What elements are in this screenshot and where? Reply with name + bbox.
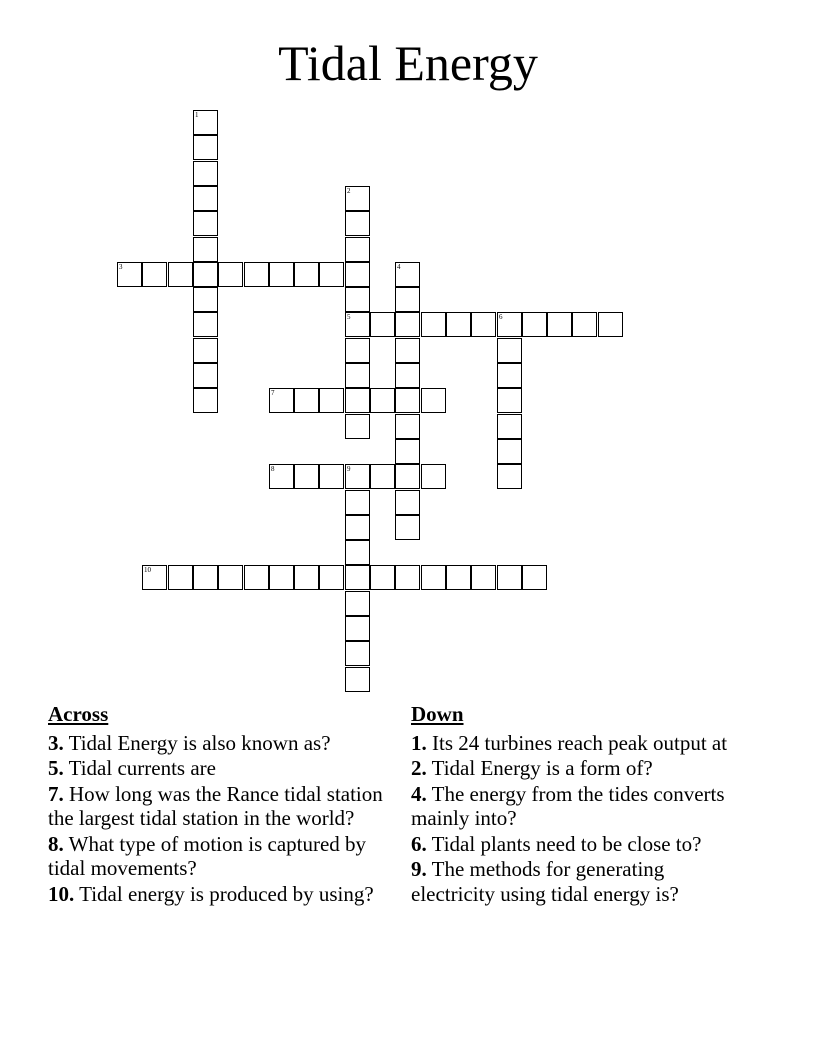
across-clue-8 (48, 832, 398, 881)
grid-cell[interactable] (395, 565, 420, 590)
grid-cell[interactable] (395, 262, 420, 287)
grid-cell[interactable] (370, 312, 395, 337)
grid-cell[interactable] (319, 262, 344, 287)
grid-cell[interactable] (345, 490, 370, 515)
grid-cell[interactable] (193, 363, 218, 388)
grid-cell[interactable] (294, 388, 319, 413)
clue-number: 4. (411, 781, 427, 806)
grid-cell[interactable] (370, 565, 395, 590)
grid-cell[interactable] (522, 565, 547, 590)
grid-cell[interactable] (497, 312, 522, 337)
grid-cell[interactable] (294, 262, 319, 287)
grid-cell[interactable] (244, 565, 269, 590)
grid-cell[interactable] (345, 591, 370, 616)
clue-number: 8. (48, 831, 64, 856)
clue-text: Tidal Energy is a form of? (431, 756, 653, 780)
down-clues (411, 702, 731, 907)
grid-cell[interactable] (193, 161, 218, 186)
grid-cell[interactable] (395, 388, 420, 413)
grid-cell[interactable] (193, 237, 218, 262)
grid-cell[interactable] (345, 565, 370, 590)
grid-cell[interactable] (345, 616, 370, 641)
down-clue-6 (411, 832, 731, 857)
down-heading: Down (411, 702, 464, 726)
grid-cell[interactable] (168, 262, 193, 287)
grid-cell[interactable] (142, 565, 167, 590)
cell-number: 2 (347, 187, 351, 195)
cell-number: 1 (195, 111, 199, 119)
clue-text: Its 24 turbines reach peak output at (432, 730, 728, 755)
grid-cell[interactable] (345, 211, 370, 236)
grid-cell[interactable] (471, 312, 496, 337)
grid-cell[interactable] (193, 338, 218, 363)
grid-cell[interactable] (193, 565, 218, 590)
grid-cell[interactable] (421, 312, 446, 337)
grid-cell[interactable] (497, 414, 522, 439)
grid-cell[interactable] (319, 388, 344, 413)
grid-cell[interactable] (395, 363, 420, 388)
grid-cell[interactable] (421, 464, 446, 489)
grid-cell[interactable] (395, 414, 420, 439)
grid-cell[interactable] (395, 287, 420, 312)
grid-cell[interactable] (370, 464, 395, 489)
grid-cell[interactable] (395, 515, 420, 540)
cell-number: 7 (271, 389, 275, 397)
grid-cell[interactable] (345, 363, 370, 388)
clue-text: Tidal Energy is also known as? (68, 730, 331, 755)
grid-cell[interactable] (497, 338, 522, 363)
grid-cell[interactable] (117, 262, 142, 287)
grid-cell[interactable] (294, 464, 319, 489)
grid-cell[interactable] (370, 388, 395, 413)
grid-cell[interactable] (269, 388, 294, 413)
grid-cell[interactable] (345, 262, 370, 287)
grid-cell[interactable] (345, 312, 370, 337)
cell-number: 4 (397, 263, 401, 271)
grid-cell[interactable] (345, 464, 370, 489)
grid-cell[interactable] (345, 667, 370, 692)
page-title: Tidal Energy (278, 35, 538, 91)
down-clue-1 (411, 731, 731, 756)
cell-number: 8 (271, 465, 275, 473)
grid-cell[interactable] (497, 464, 522, 489)
grid-cell[interactable] (421, 565, 446, 590)
cell-number: 6 (499, 313, 503, 321)
grid-cell[interactable] (218, 262, 243, 287)
grid-cell[interactable] (497, 565, 522, 590)
grid-cell[interactable] (193, 135, 218, 160)
grid-cell[interactable] (319, 464, 344, 489)
down-clue-4 (411, 782, 731, 831)
clue-number: 1. (411, 730, 427, 755)
clue-text: Tidal currents are (68, 756, 216, 780)
grid-cell[interactable] (395, 439, 420, 464)
across-clue-10 (48, 882, 398, 907)
grid-cell[interactable] (345, 414, 370, 439)
grid-cell[interactable] (193, 110, 218, 135)
clue-text: Tidal energy is produced by using? (79, 881, 374, 906)
grid-cell[interactable] (395, 490, 420, 515)
grid-cell[interactable] (269, 464, 294, 489)
grid-cell[interactable] (193, 287, 218, 312)
grid-cell[interactable] (497, 388, 522, 413)
grid-cell[interactable] (345, 388, 370, 413)
grid-cell[interactable] (446, 565, 471, 590)
across-clues (48, 702, 398, 907)
grid-cell[interactable] (598, 312, 623, 337)
grid-cell[interactable] (193, 186, 218, 211)
grid-cell[interactable] (572, 312, 597, 337)
grid-cell[interactable] (345, 338, 370, 363)
grid-cell[interactable] (446, 312, 471, 337)
cell-number: 9 (347, 465, 351, 473)
grid-cell[interactable] (345, 641, 370, 666)
grid-cell[interactable] (497, 439, 522, 464)
grid-cell[interactable] (345, 540, 370, 565)
grid-cell[interactable] (269, 262, 294, 287)
clue-number: 9. (411, 857, 427, 881)
grid-cell[interactable] (193, 388, 218, 413)
grid-cell[interactable] (193, 312, 218, 337)
grid-cell[interactable] (244, 262, 269, 287)
grid-cell[interactable] (294, 565, 319, 590)
grid-cell[interactable] (547, 312, 572, 337)
down-clue-9 (411, 857, 731, 906)
grid-cell[interactable] (395, 338, 420, 363)
clue-text: What type of motion is captured by tidal movements? (48, 831, 367, 880)
clue-text: How long was the Rance tidal station the largest tidal station in the world? (48, 781, 383, 830)
across-clue-3 (48, 731, 398, 756)
grid-cell[interactable] (497, 363, 522, 388)
across-clue-7 (48, 782, 398, 831)
grid-cell[interactable] (471, 565, 496, 590)
grid-cell[interactable] (395, 312, 420, 337)
clue-text: The energy from the tides converts mainly into? (411, 781, 725, 830)
grid-cell[interactable] (395, 464, 420, 489)
grid-cell[interactable] (421, 388, 446, 413)
grid-cell[interactable] (193, 211, 218, 236)
grid-cell[interactable] (345, 515, 370, 540)
cell-number: 10 (144, 566, 151, 574)
grid-cell[interactable] (345, 237, 370, 262)
clue-number: 5. (48, 756, 64, 780)
clue-number: 6. (411, 831, 427, 856)
grid-cell[interactable] (345, 186, 370, 211)
down-clue-2 (411, 756, 731, 781)
clue-number: 3. (48, 730, 64, 755)
grid-cell[interactable] (522, 312, 547, 337)
across-heading: Across (48, 702, 109, 726)
clue-number: 7. (48, 781, 64, 806)
cell-number: 5 (347, 313, 351, 321)
clue-text: The methods for generating electricity using tidal energy is? (411, 857, 679, 906)
clue-text: Tidal plants need to be close to? (431, 831, 702, 856)
clue-number: 10. (48, 881, 75, 906)
grid-cell[interactable] (142, 262, 167, 287)
grid-cell[interactable] (319, 565, 344, 590)
cell-number: 3 (119, 263, 123, 271)
grid-cell[interactable] (193, 262, 218, 287)
across-clue-5 (48, 756, 398, 781)
grid-cell[interactable] (168, 565, 193, 590)
grid-cell[interactable] (269, 565, 294, 590)
grid-cell[interactable] (218, 565, 243, 590)
clue-number: 2. (411, 756, 427, 780)
grid-cell[interactable] (345, 287, 370, 312)
